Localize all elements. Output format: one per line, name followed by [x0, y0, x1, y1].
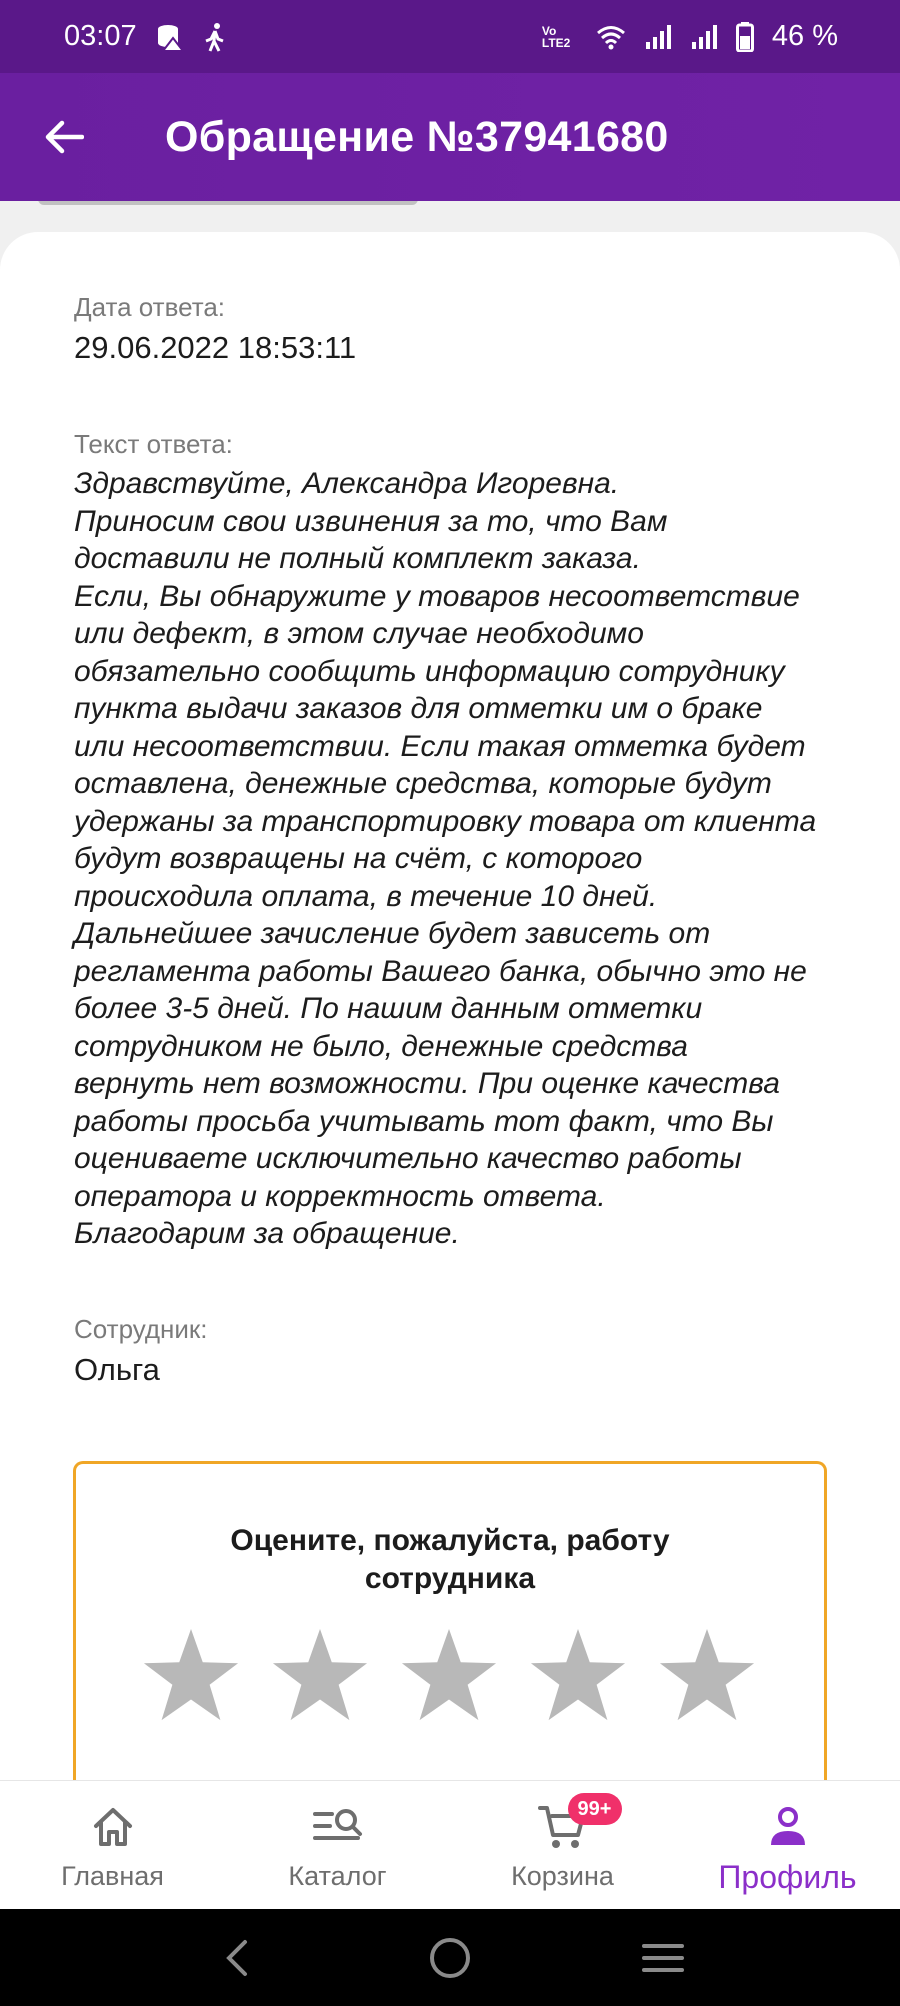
profile-icon [766, 1805, 810, 1849]
star-2-icon[interactable] [271, 1626, 369, 1724]
system-nav-bar [0, 1909, 900, 2006]
star-1-icon[interactable] [142, 1626, 240, 1724]
back-button[interactable] [24, 97, 104, 177]
system-back-button[interactable] [197, 1918, 277, 1998]
bottom-nav [0, 1780, 900, 1909]
star-4-icon[interactable] [529, 1626, 627, 1724]
chevron-left-icon [223, 1938, 251, 1978]
nav-profile[interactable] [675, 1781, 900, 1909]
system-recents-button[interactable] [623, 1918, 703, 1998]
cart-badge: 99+ [568, 1793, 622, 1825]
rating-box [73, 1461, 827, 1791]
catalog-search-icon [312, 1804, 364, 1850]
menu-lines-icon [641, 1940, 685, 1976]
nav-cart-label: Корзина [511, 1861, 614, 1891]
star-3-icon[interactable] [400, 1626, 498, 1724]
nav-profile-label: Профиль [718, 1859, 857, 1895]
signal-icon [644, 24, 672, 50]
wifi-icon [596, 24, 626, 50]
scrolled-header-peek [0, 201, 900, 231]
page-title: Обращение №37941680 [165, 112, 669, 161]
battery-icon [736, 22, 754, 52]
app-bar [0, 73, 900, 201]
date-label: Дата ответа: [74, 292, 226, 322]
star-5-icon[interactable] [658, 1626, 756, 1724]
answer-text: Здравствуйте, Александра Игоревна. Приносим свои извинения за то, что Вам доставили не полный комплект заказа. Если, Вы обнаружите у товаров несоответствие или дефект, в этом случае необходимо обязательно сообщить информацию сотруднику пункта выдачи заказов для отметки им о браке или несоответствии. Если такая отметка будет оставлена, денежные средства, которые будут удержаны за транспортировку товара от клиента будут возвращены на счёт, с которого происходила оплата, в течение 10 дней. Дальнейшее зачисление будет зависеть от регламента работы Вашего банка, обычно это не более 3-5 дней. По нашим данным отметки сотрудником не было, денежные средства вернуть нет возможности. При оценке качества работы просьба учитывать тот факт, что Вы оцениваете исключительно качество работы оператора и корректность ответа. Благодарим за обращение. [74, 467, 817, 1250]
nav-catalog-label: Каталог [288, 1861, 387, 1891]
text-label: Текст ответа: [74, 429, 233, 459]
nav-home[interactable] [0, 1781, 225, 1909]
rating-stars [142, 1626, 756, 1724]
walking-icon [203, 22, 227, 52]
battery-percent: 46 % [771, 20, 838, 52]
signal-2-icon [690, 24, 718, 50]
employee-label: Сотрудник: [74, 1314, 208, 1344]
arrow-left-icon [44, 120, 84, 154]
nav-home-label: Главная [61, 1861, 164, 1891]
nav-catalog[interactable] [225, 1781, 450, 1909]
rating-title: Оцените, пожалуйста, работу сотрудника [230, 1524, 670, 1595]
employee-value: Ольга [74, 1352, 160, 1387]
status-bar [0, 0, 900, 73]
nav-cart[interactable] [450, 1781, 675, 1909]
database-alert-icon [155, 22, 185, 52]
home-icon [90, 1804, 136, 1850]
circle-home-icon [428, 1936, 472, 1980]
clock: 03:07 [64, 20, 137, 52]
date-value: 29.06.2022 18:53:11 [74, 330, 357, 365]
system-home-button[interactable] [410, 1918, 490, 1998]
volte-icon: Vo LTE2 [541, 23, 571, 50]
